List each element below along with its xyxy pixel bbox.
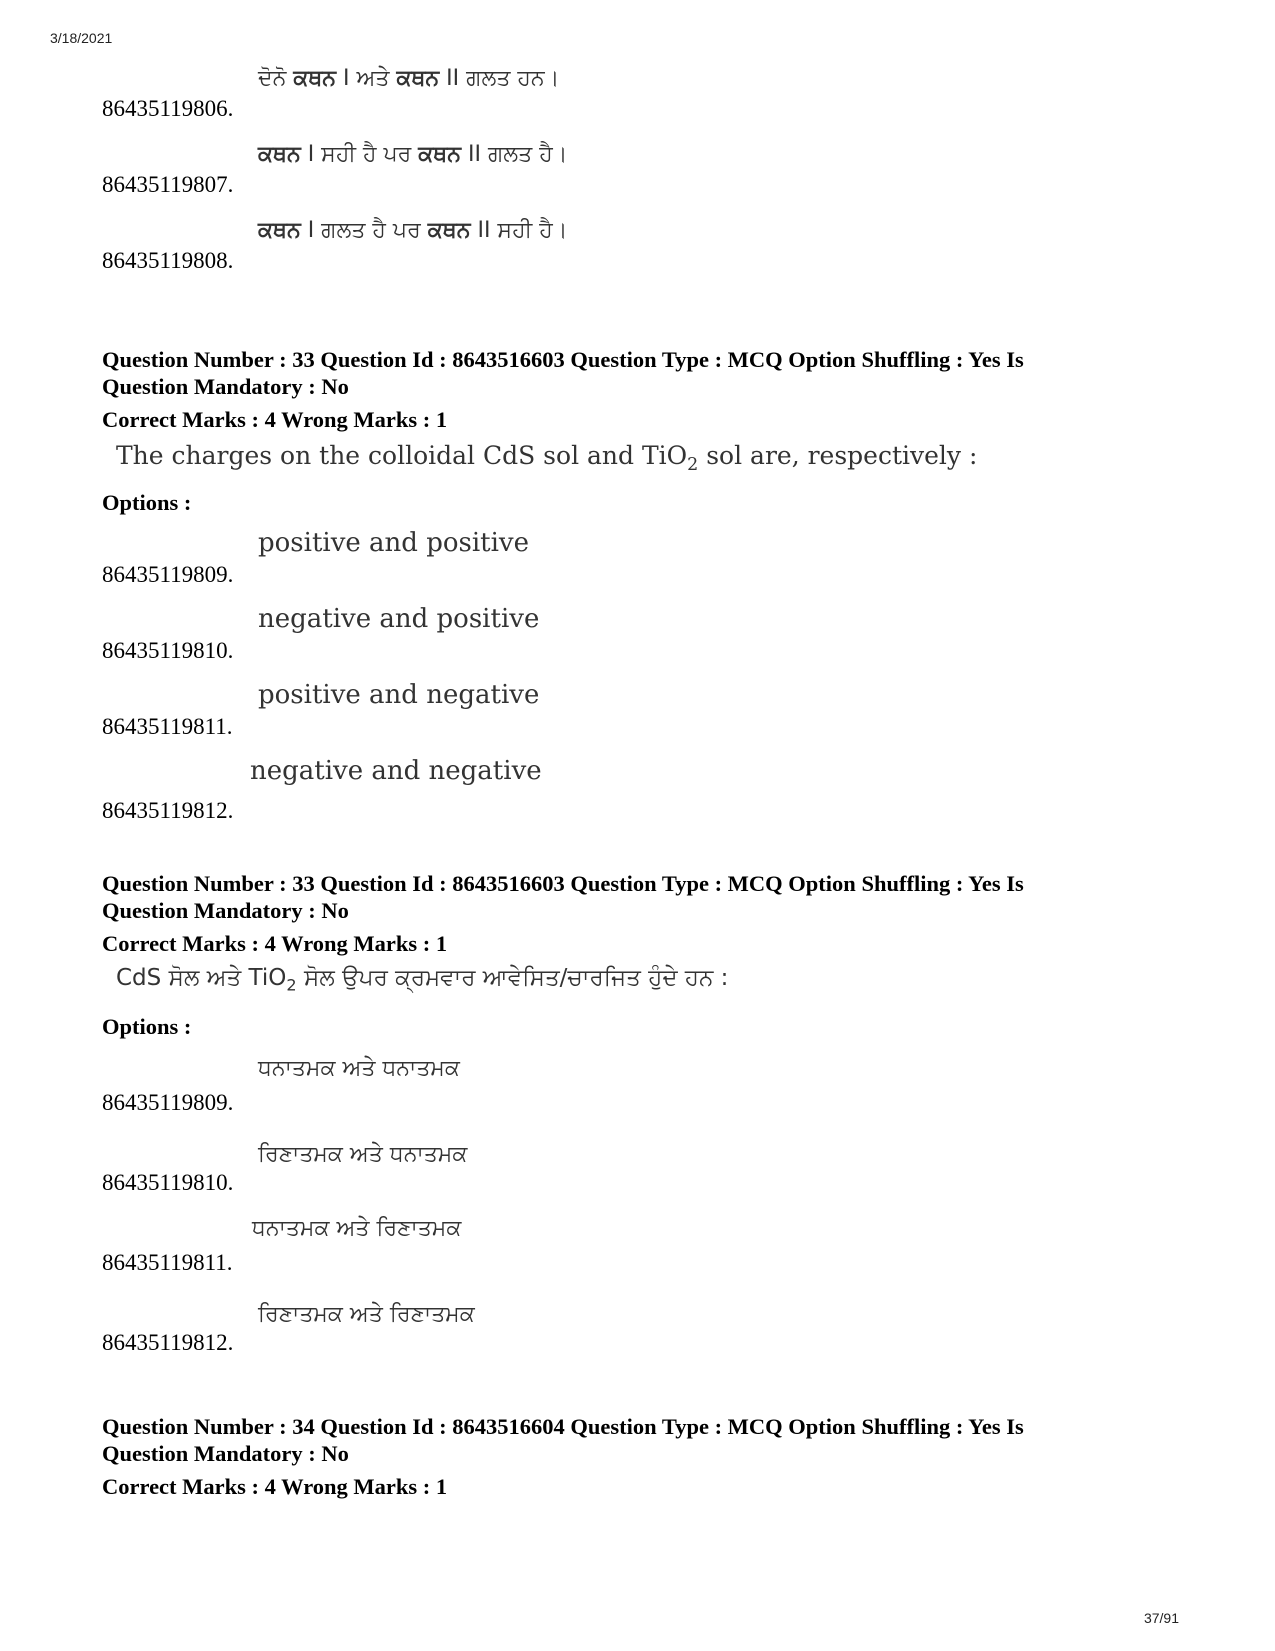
option-text: ਧਨਾਤਮਕ ਅਤੇ ਧਨਾਤਮਕ — [258, 1056, 460, 1081]
previous-question-options — [102, 62, 1182, 290]
option-row — [102, 62, 1182, 138]
question-marks: Correct Marks : 4 Wrong Marks : 1 — [102, 407, 448, 432]
option-id: 86435119808. — [102, 248, 234, 273]
option-row — [102, 680, 1182, 756]
option-row — [102, 138, 1182, 214]
question-33-punjabi — [102, 870, 1182, 1372]
option-id: 86435119810. — [102, 638, 234, 663]
option-row — [102, 528, 1182, 604]
option-id: 86435119807. — [102, 172, 234, 197]
option-text: positive and negative — [258, 680, 540, 710]
option-text: negative and positive — [258, 604, 540, 634]
option-text: ਰਿਣਾਤਮਕ ਅਤੇ ਰਿਣਾਤਮਕ — [258, 1302, 475, 1327]
option-text: ਕਥਨ I ਸਹੀ ਹੈ ਪਰ ਕਥਨ II ਗਲਤ ਹੈ। — [258, 142, 568, 167]
page-number: 37/91 — [1143, 1610, 1179, 1626]
option-id: 86435119811. — [102, 714, 233, 739]
options-list — [102, 1052, 1182, 1372]
options-label: Options : — [102, 490, 192, 515]
option-row — [102, 604, 1182, 680]
question-text: The charges on the colloidal CdS sol and TiO$_2$ sol are, respectively : — [116, 441, 978, 475]
question-33-english — [102, 346, 1182, 840]
option-id: 86435119812. — [102, 798, 234, 823]
option-id: 86435119811. — [102, 1250, 233, 1275]
option-row — [102, 214, 1182, 290]
question-34 — [102, 1413, 1182, 1500]
option-text: negative and negative — [250, 756, 542, 786]
question-text: CdS ਸੋਲ ਅਤੇ TiO$_2$ ਸੋਲ ਉਪਰ ਕ੍ਰਮਵਾਰ ਆਵੇਸਿਤ/ਚਾਰਜਿਤ ਹੁੰਦੇ ਹਨ : — [116, 965, 729, 995]
option-text: ਦੋਨੋ ਕਥਨ I ਅਤੇ ਕਥਨ II ਗਲਤ ਹਨ। — [258, 66, 560, 91]
option-text: ਰਿਣਾਤਮਕ ਅਤੇ ਧਨਾਤਮਕ — [258, 1142, 468, 1167]
options-label: Options : — [102, 1014, 192, 1039]
option-id: 86435119806. — [102, 96, 234, 121]
option-id: 86435119812. — [102, 1330, 234, 1355]
question-meta: Question Number : 34 Question Id : 8643516604 Question Type : MCQ Option Shuffling : Yes Is Question Mandatory : No — [102, 1414, 1024, 1466]
option-row — [102, 1292, 1182, 1372]
option-text: ਧਨਾਤਮਕ ਅਤੇ ਰਿਣਾਤਮਕ — [252, 1216, 462, 1241]
print-date: 3/18/2021 — [50, 30, 113, 46]
option-text: positive and positive — [258, 528, 530, 558]
option-id: 86435119810. — [102, 1170, 234, 1195]
question-meta: Question Number : 33 Question Id : 8643516603 Question Type : MCQ Option Shuffling : Yes Is Question Mandatory : No — [102, 347, 1024, 399]
option-row — [102, 1212, 1182, 1292]
question-marks: Correct Marks : 4 Wrong Marks : 1 — [102, 931, 448, 956]
question-marks: Correct Marks : 4 Wrong Marks : 1 — [102, 1474, 448, 1499]
option-id: 86435119809. — [102, 562, 234, 587]
option-id: 86435119809. — [102, 1090, 234, 1115]
question-meta: Question Number : 33 Question Id : 8643516603 Question Type : MCQ Option Shuffling : Yes Is Question Mandatory : No — [102, 871, 1024, 923]
options-list — [102, 528, 1182, 840]
option-row — [102, 1132, 1182, 1212]
option-row — [102, 1052, 1182, 1132]
option-text: ਕਥਨ I ਗਲਤ ਹੈ ਪਰ ਕਥਨ II ਸਹੀ ਹੈ। — [258, 218, 568, 243]
option-row — [102, 756, 1182, 840]
